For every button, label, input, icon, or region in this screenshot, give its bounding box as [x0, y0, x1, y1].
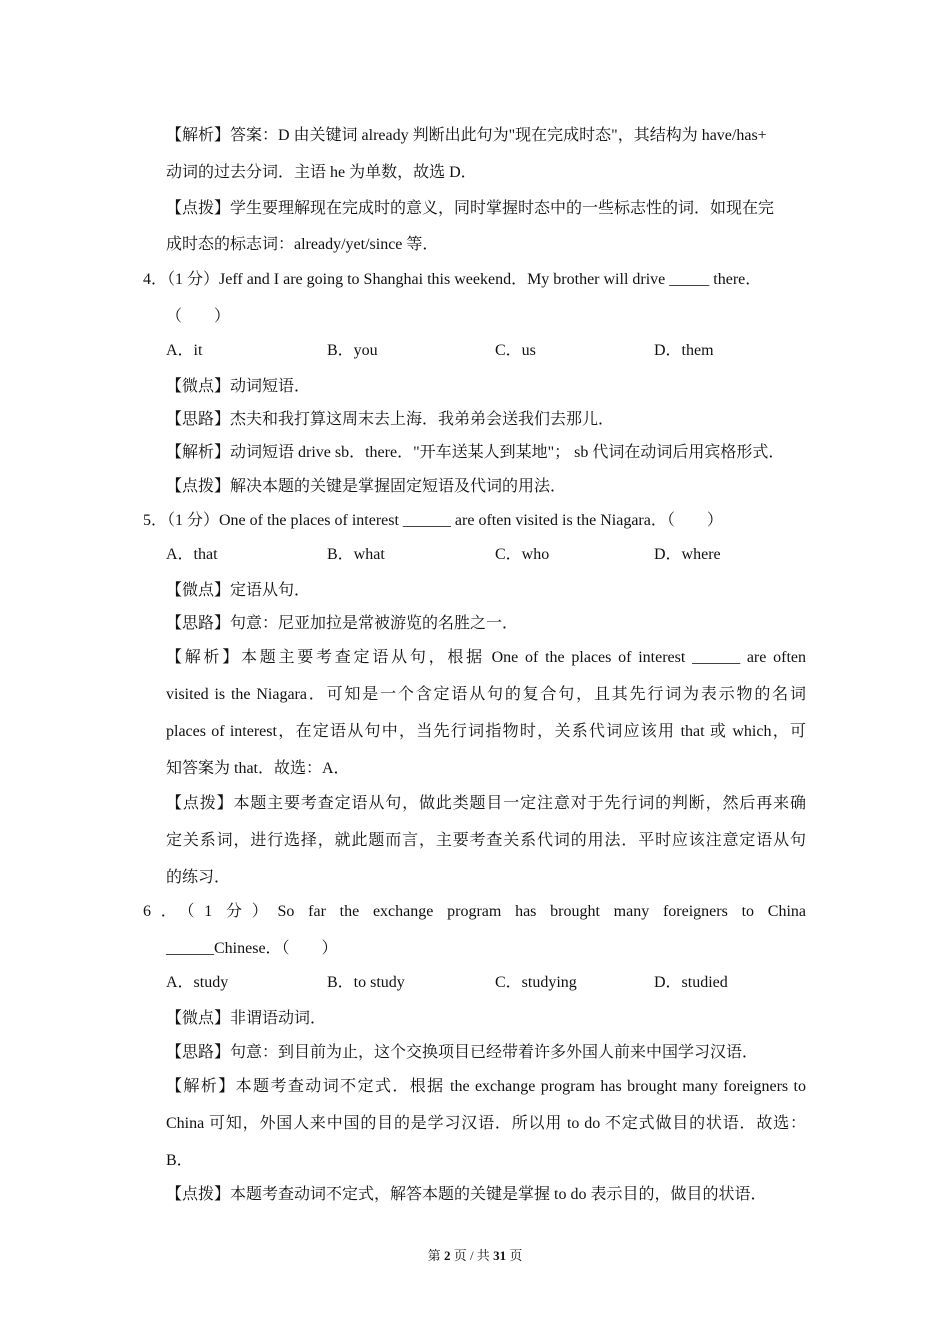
q6-approach: 【思路】句意：到目前为止，这个交换项目已经带着许多外国人前来中国学习汉语． [166, 1044, 759, 1061]
q6-option-a: A．study [166, 974, 229, 991]
q5-analysis-line-3: places of interest，在定语从句中，当先行词指物时，关系代词应该用 that 或 which，可 [166, 723, 806, 740]
q5-option-a: A．that [166, 546, 218, 563]
q5-analysis-line-2: visited is the Niagara．可知是一个含定语从句的复合句，且其先行词为表示物的名词 [166, 686, 806, 703]
q6-analysis-line-2: China 可知，外国人来中国的目的是学习汉语．所以用 to do 不定式做目的状语．故选： [166, 1115, 806, 1132]
footer-middle: 页 / 共 [450, 1248, 494, 1263]
q5-analysis-line-4: 知答案为 that．故选：A． [166, 760, 350, 777]
q4-analysis: 【解析】动词短语 drive sb．there．"开车送某人到某地"； sb 代词在动词后用宾格形式． [166, 444, 785, 461]
q4-option-b: B．you [327, 342, 378, 359]
q6-analysis-line-1: 【解析】本题考查动词不定式．根据 the exchange program has brought many foreigners to [166, 1078, 806, 1095]
q5-option-b: B．what [327, 546, 385, 563]
q6-stem-line-1: 6．（1 分）So far the exchange program has brought many foreigners to China [143, 903, 806, 920]
total-page-count: 31 [493, 1248, 507, 1263]
current-page-number: 2 [443, 1248, 451, 1263]
q5-knowledge-point: 【微点】定语从句． [166, 582, 311, 599]
q5-tip-line-2: 定关系词，进行选择，就此题而言，主要考查关系代词的用法．平时应该注意定语从句 [166, 832, 806, 849]
q6-option-d: D．studied [654, 974, 728, 991]
q5-option-d: D．where [654, 546, 721, 563]
q6-option-c: C．studying [495, 974, 577, 991]
q5-analysis-line-1: 【解析】本题主要考查定语从句，根据 One of the places of interest ______ are often [166, 649, 806, 666]
q4-option-d: D．them [654, 342, 714, 359]
q3-tip-line-1: 【点拨】学生要理解现在完成时的意义，同时掌握时态中的一些标志性的词．如现在完 [166, 200, 775, 217]
q5-option-c: C．who [495, 546, 550, 563]
page-footer [0, 1247, 950, 1265]
q6-analysis-line-3: B． [166, 1152, 193, 1169]
q4-answer-paren: （ ） [166, 308, 231, 325]
q6-option-b: B．to study [327, 974, 405, 991]
q4-stem: 4．（1 分）Jeff and I are going to Shanghai this weekend．My brother will drive _____ there． [143, 271, 762, 288]
q4-approach: 【思路】杰夫和我打算这周末去上海．我弟弟会送我们去那儿． [166, 411, 615, 428]
q5-approach: 【思路】句意：尼亚加拉是常被游览的名胜之一． [166, 615, 519, 632]
q3-tip-line-2: 成时态的标志词：already/yet/since 等． [166, 236, 439, 253]
q6-stem-line-2: ______Chinese．（ ） [166, 940, 338, 957]
footer-suffix: 页 [506, 1248, 523, 1263]
q5-tip-line-1: 【点拨】本题主要考查定语从句，做此类题目一定注意对于先行词的判断，然后再来确 [166, 795, 806, 812]
q4-tip: 【点拨】解决本题的关键是掌握固定短语及代词的用法． [166, 478, 567, 495]
q4-knowledge-point: 【微点】动词短语． [166, 378, 311, 395]
q6-tip: 【点拨】本题考查动词不定式，解答本题的关键是掌握 to do 表示目的，做目的状语． [166, 1186, 767, 1203]
q5-tip-line-3: 的练习． [166, 869, 231, 886]
q4-option-a: A．it [166, 342, 203, 359]
q6-knowledge-point: 【微点】非谓语动词． [166, 1010, 327, 1027]
footer-prefix: 第 [427, 1248, 444, 1263]
q3-analysis-line-1: 【解析】答案：D 由关键词 already 判断出此句为"现在完成时态"，其结构为 have/has+ [166, 127, 767, 144]
q4-option-c: C．us [495, 342, 536, 359]
q5-stem: 5．（1 分）One of the places of interest ______ are often visited is the Niagara．（ ） [143, 512, 723, 529]
q3-analysis-line-2: 动词的过去分词．主语 he 为单数，故选 D． [166, 164, 477, 181]
